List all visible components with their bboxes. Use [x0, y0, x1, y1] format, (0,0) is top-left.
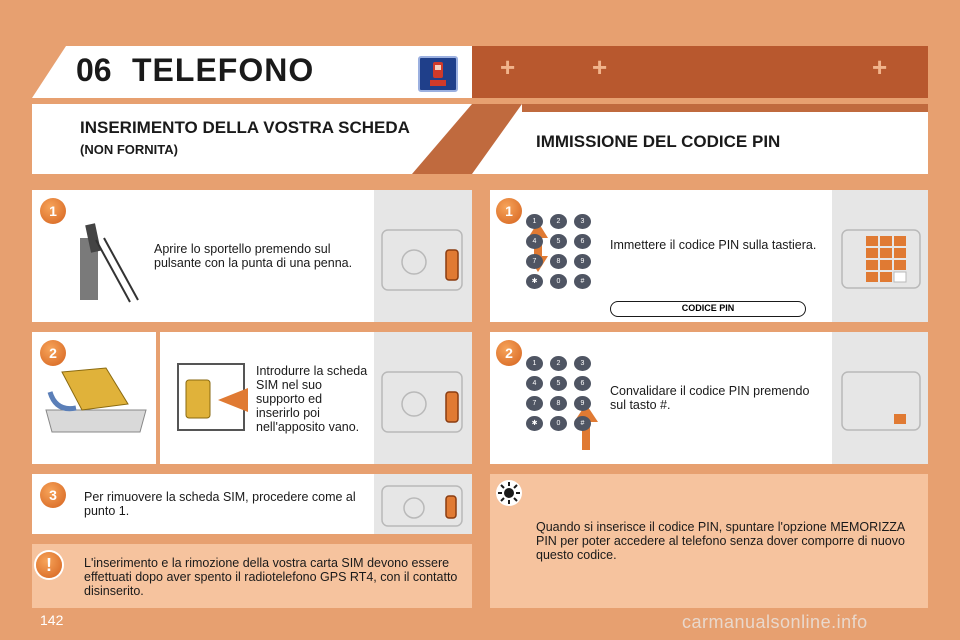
header-notch — [32, 46, 66, 98]
pin-code-label: CODICE PIN — [610, 301, 806, 317]
sim-holder-illustration — [168, 350, 258, 450]
pen-insert-illustration — [76, 220, 146, 310]
keypad-key: 4 — [526, 376, 543, 391]
right-section-title: IMMISSIONE DEL CODICE PIN — [536, 132, 781, 151]
right-step-2-text: Convalidare il codice PIN premendo sul tasto #. — [610, 384, 810, 412]
header-right-band — [472, 46, 928, 98]
radio-illustration-panel — [374, 190, 472, 322]
plus-decoration: + — [592, 52, 608, 82]
plus-decoration: + — [500, 52, 516, 82]
keypad-key: 7 — [526, 396, 543, 411]
plus-decoration: + — [872, 52, 888, 82]
radio-unit-icon — [374, 474, 472, 534]
right-step-1-text: Immettere il codice PIN sulla tastiera. — [610, 238, 817, 252]
radio-unit-icon — [374, 190, 472, 322]
keypad-key: # — [574, 274, 591, 289]
left-section-title: INSERIMENTO DELLA VOSTRA SCHEDA — [80, 118, 410, 137]
radio-keypad-panel — [832, 190, 928, 322]
section-divider — [412, 104, 472, 174]
step-number-badge: 2 — [40, 340, 66, 366]
keypad-key: 3 — [574, 214, 591, 229]
keypad-key: 3 — [574, 356, 591, 371]
keypad-key: 4 — [526, 234, 543, 249]
tip-text: Quando si inserisce il codice PIN, spuntare l'opzione MEMORIZZA PIN per poter accedere al telefono senza dover comporre di nuovo questo codice. — [536, 520, 905, 562]
watermark: carmanualsonline.info — [682, 612, 868, 632]
step-number-badge: 1 — [496, 198, 522, 224]
keypad-key: 7 — [526, 254, 543, 269]
sim-tray-illustration — [36, 360, 154, 450]
radio-keypad-panel — [832, 332, 928, 464]
keypad-key: 0 — [550, 274, 567, 289]
keypad-key: 6 — [574, 376, 591, 391]
radio-unit-icon — [374, 332, 472, 464]
radio-keypad-icon — [832, 332, 928, 464]
tip-sun-icon — [496, 480, 522, 506]
left-step-3-text: Per rimuovere la scheda SIM, procedere come al punto 1. — [84, 490, 356, 518]
keypad-key: ✱ — [526, 416, 543, 431]
keypad-key: # — [574, 416, 591, 431]
chapter-title: TELEFONO — [132, 52, 315, 88]
keypad-key: 8 — [550, 254, 567, 269]
warning-icon: ! — [36, 552, 62, 578]
chapter-number: 06 — [76, 52, 112, 88]
left-step-1-text: Aprire lo sportello premendo sul pulsante con la punta di una penna. — [154, 242, 353, 270]
left-section-header — [32, 104, 472, 174]
page-number: 142 — [40, 612, 64, 628]
keypad-key: 9 — [574, 254, 591, 269]
radio-keypad-icon — [832, 190, 928, 322]
keypad-key: 8 — [550, 396, 567, 411]
keypad-key: 2 — [550, 356, 567, 371]
step-number-badge: 2 — [496, 340, 522, 366]
keypad-key: 5 — [550, 376, 567, 391]
keypad-key: 9 — [574, 396, 591, 411]
keypad-key: 1 — [526, 214, 543, 229]
warning-text: L'inserimento e la rimozione della vostra carta SIM devono essere effettuati dopo aver spento il radiotelefono GPS RT4, con il contatto disinserito. — [84, 556, 458, 598]
left-section-subtitle: (NON FORNITA) — [80, 142, 178, 157]
step-number-badge: 1 — [40, 198, 66, 224]
keypad-key: 0 — [550, 416, 567, 431]
keypad-key: ✱ — [526, 274, 543, 289]
keypad-key: 2 — [550, 214, 567, 229]
step-number-badge: 3 — [40, 482, 66, 508]
keypad-key: 1 — [526, 356, 543, 371]
keypad-key: 6 — [574, 234, 591, 249]
radio-illustration-panel — [374, 332, 472, 464]
phone-chapter-icon — [418, 56, 458, 92]
keypad-key: 5 — [550, 234, 567, 249]
radio-illustration-panel — [374, 474, 472, 534]
left-step-2-text: Introdurre la scheda SIM nel suo supporto ed inserirlo poi nell'apposito vano. — [256, 364, 368, 434]
section-divider — [472, 104, 522, 174]
